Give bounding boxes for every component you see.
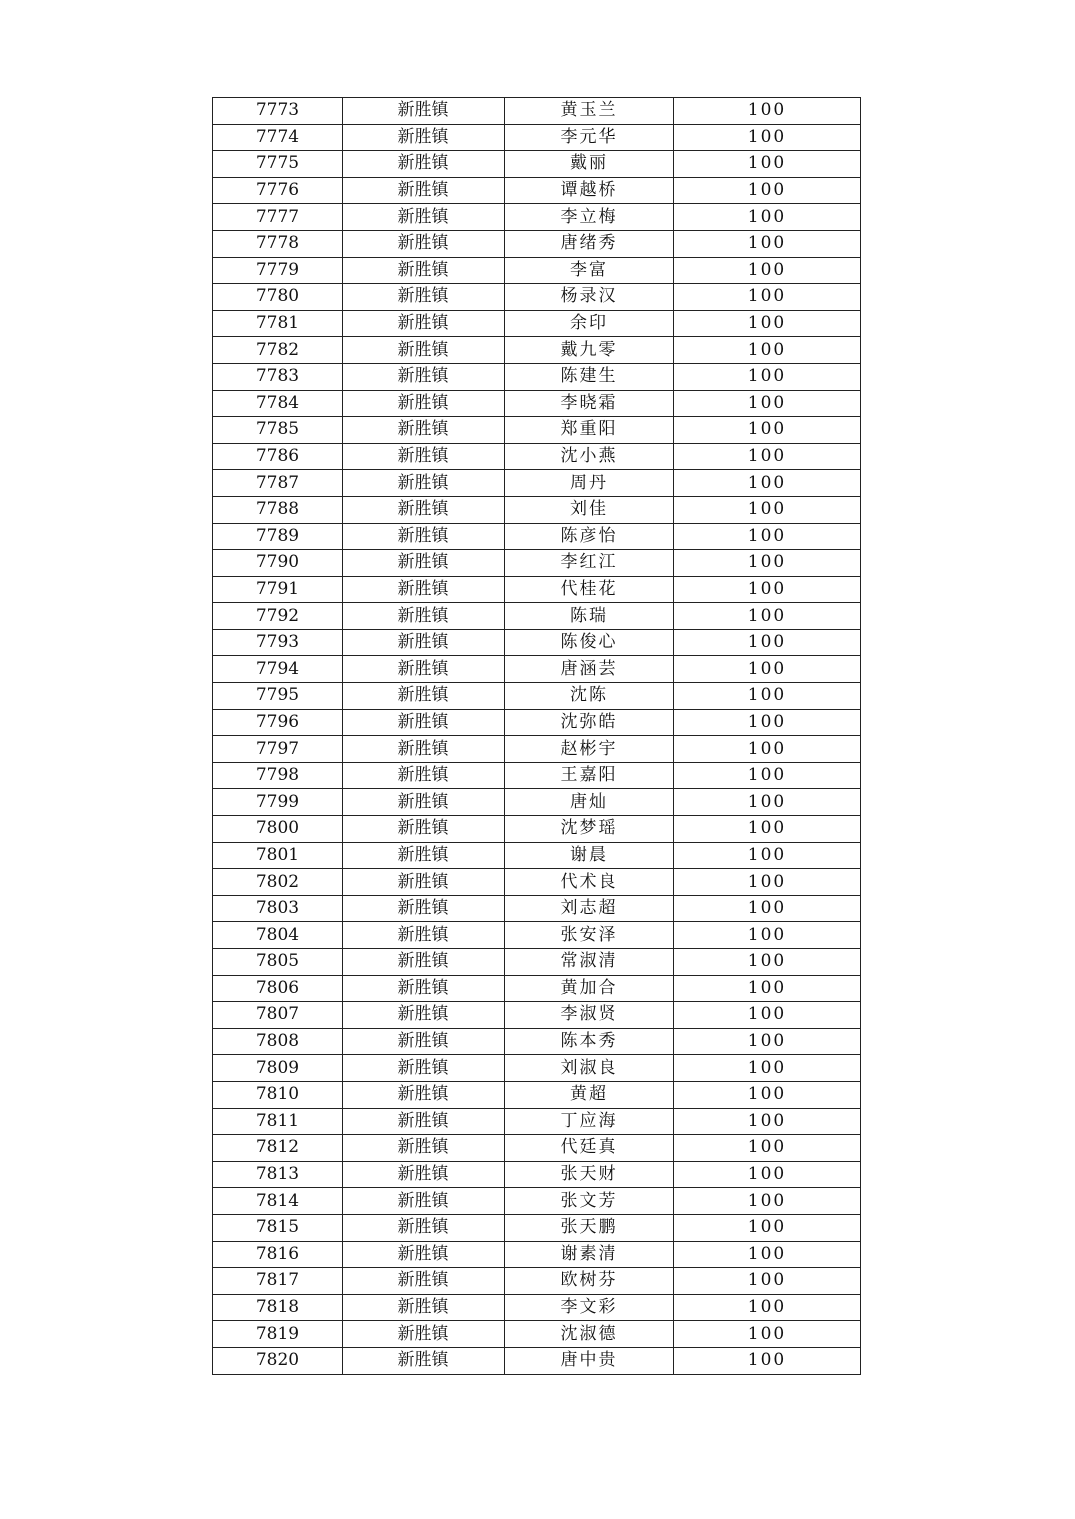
amount-cell: 100	[674, 975, 861, 1002]
table-row	[213, 204, 861, 231]
name-cell: 沈小燕	[505, 443, 674, 470]
town-cell: 新胜镇	[343, 1241, 505, 1268]
table-row	[213, 709, 861, 736]
town-cell: 新胜镇	[343, 1002, 505, 1029]
table-row	[213, 151, 861, 178]
town-cell: 新胜镇	[343, 949, 505, 976]
name-cell: 陈彦怡	[505, 523, 674, 550]
name-cell: 周丹	[505, 470, 674, 497]
row-number-cell: 7778	[213, 230, 343, 257]
name-cell: 王嘉阳	[505, 762, 674, 789]
amount-cell: 100	[674, 1268, 861, 1295]
row-number-cell: 7800	[213, 816, 343, 843]
row-number-cell: 7782	[213, 337, 343, 364]
row-number-cell: 7780	[213, 284, 343, 311]
amount-cell: 100	[674, 204, 861, 231]
row-number-cell: 7787	[213, 470, 343, 497]
name-cell: 唐灿	[505, 789, 674, 816]
name-cell: 唐绪秀	[505, 230, 674, 257]
row-number-cell: 7819	[213, 1321, 343, 1348]
table-row	[213, 869, 861, 896]
table-row	[213, 257, 861, 284]
table-row	[213, 1002, 861, 1029]
row-number-cell: 7791	[213, 576, 343, 603]
table-row	[213, 1081, 861, 1108]
table-row	[213, 656, 861, 683]
name-cell: 陈建生	[505, 363, 674, 390]
name-cell: 代术良	[505, 869, 674, 896]
amount-cell: 100	[674, 177, 861, 204]
town-cell: 新胜镇	[343, 789, 505, 816]
table-row	[213, 816, 861, 843]
row-number-cell: 7779	[213, 257, 343, 284]
name-cell: 沈梦瑶	[505, 816, 674, 843]
row-number-cell: 7792	[213, 603, 343, 630]
row-number-cell: 7811	[213, 1108, 343, 1135]
row-number-cell: 7783	[213, 363, 343, 390]
table-row	[213, 417, 861, 444]
town-cell: 新胜镇	[343, 337, 505, 364]
name-cell: 刘佳	[505, 496, 674, 523]
table-row	[213, 975, 861, 1002]
name-cell: 唐涵芸	[505, 656, 674, 683]
town-cell: 新胜镇	[343, 1161, 505, 1188]
amount-cell: 100	[674, 98, 861, 125]
table-row	[213, 762, 861, 789]
town-cell: 新胜镇	[343, 975, 505, 1002]
town-cell: 新胜镇	[343, 124, 505, 151]
row-number-cell: 7790	[213, 550, 343, 577]
town-cell: 新胜镇	[343, 151, 505, 178]
roster-table-body	[213, 98, 861, 1375]
amount-cell: 100	[674, 124, 861, 151]
town-cell: 新胜镇	[343, 1214, 505, 1241]
name-cell: 常淑清	[505, 949, 674, 976]
amount-cell: 100	[674, 1214, 861, 1241]
town-cell: 新胜镇	[343, 98, 505, 125]
amount-cell: 100	[674, 443, 861, 470]
row-number-cell: 7818	[213, 1294, 343, 1321]
amount-cell: 100	[674, 656, 861, 683]
town-cell: 新胜镇	[343, 1347, 505, 1374]
name-cell: 刘淑良	[505, 1055, 674, 1082]
name-cell: 黄玉兰	[505, 98, 674, 125]
town-cell: 新胜镇	[343, 1321, 505, 1348]
town-cell: 新胜镇	[343, 576, 505, 603]
name-cell: 李文彩	[505, 1294, 674, 1321]
row-number-cell: 7784	[213, 390, 343, 417]
name-cell: 欧树芬	[505, 1268, 674, 1295]
row-number-cell: 7781	[213, 310, 343, 337]
row-number-cell: 7810	[213, 1081, 343, 1108]
amount-cell: 100	[674, 922, 861, 949]
table-row	[213, 1055, 861, 1082]
name-cell: 李富	[505, 257, 674, 284]
amount-cell: 100	[674, 709, 861, 736]
amount-cell: 100	[674, 230, 861, 257]
row-number-cell: 7803	[213, 895, 343, 922]
name-cell: 张安泽	[505, 922, 674, 949]
table-row	[213, 98, 861, 125]
amount-cell: 100	[674, 1028, 861, 1055]
town-cell: 新胜镇	[343, 496, 505, 523]
amount-cell: 100	[674, 1161, 861, 1188]
town-cell: 新胜镇	[343, 736, 505, 763]
name-cell: 黄加合	[505, 975, 674, 1002]
amount-cell: 100	[674, 390, 861, 417]
town-cell: 新胜镇	[343, 443, 505, 470]
town-cell: 新胜镇	[343, 310, 505, 337]
name-cell: 代桂花	[505, 576, 674, 603]
town-cell: 新胜镇	[343, 656, 505, 683]
amount-cell: 100	[674, 789, 861, 816]
row-number-cell: 7816	[213, 1241, 343, 1268]
table-row	[213, 1108, 861, 1135]
amount-cell: 100	[674, 949, 861, 976]
amount-cell: 100	[674, 736, 861, 763]
table-row	[213, 337, 861, 364]
name-cell: 谭越桥	[505, 177, 674, 204]
amount-cell: 100	[674, 470, 861, 497]
name-cell: 唐中贵	[505, 1347, 674, 1374]
town-cell: 新胜镇	[343, 523, 505, 550]
row-number-cell: 7813	[213, 1161, 343, 1188]
town-cell: 新胜镇	[343, 390, 505, 417]
table-row	[213, 1214, 861, 1241]
table-row	[213, 124, 861, 151]
amount-cell: 100	[674, 1055, 861, 1082]
town-cell: 新胜镇	[343, 363, 505, 390]
name-cell: 沈弥皓	[505, 709, 674, 736]
amount-cell: 100	[674, 1081, 861, 1108]
table-row	[213, 177, 861, 204]
table-row	[213, 1347, 861, 1374]
town-cell: 新胜镇	[343, 603, 505, 630]
town-cell: 新胜镇	[343, 230, 505, 257]
row-number-cell: 7773	[213, 98, 343, 125]
name-cell: 李晓霜	[505, 390, 674, 417]
table-row	[213, 895, 861, 922]
row-number-cell: 7799	[213, 789, 343, 816]
table-row	[213, 629, 861, 656]
name-cell: 刘志超	[505, 895, 674, 922]
amount-cell: 100	[674, 1321, 861, 1348]
table-row	[213, 1161, 861, 1188]
town-cell: 新胜镇	[343, 1294, 505, 1321]
table-row	[213, 683, 861, 710]
amount-cell: 100	[674, 363, 861, 390]
town-cell: 新胜镇	[343, 1081, 505, 1108]
table-row	[213, 390, 861, 417]
row-number-cell: 7789	[213, 523, 343, 550]
name-cell: 谢晨	[505, 842, 674, 869]
name-cell: 张文芳	[505, 1188, 674, 1215]
table-row	[213, 496, 861, 523]
table-row	[213, 949, 861, 976]
row-number-cell: 7806	[213, 975, 343, 1002]
table-row	[213, 284, 861, 311]
table-row	[213, 230, 861, 257]
town-cell: 新胜镇	[343, 869, 505, 896]
amount-cell: 100	[674, 1108, 861, 1135]
name-cell: 丁应海	[505, 1108, 674, 1135]
table-row	[213, 789, 861, 816]
town-cell: 新胜镇	[343, 1188, 505, 1215]
town-cell: 新胜镇	[343, 762, 505, 789]
amount-cell: 100	[674, 1135, 861, 1162]
name-cell: 陈瑞	[505, 603, 674, 630]
town-cell: 新胜镇	[343, 177, 505, 204]
row-number-cell: 7775	[213, 151, 343, 178]
row-number-cell: 7796	[213, 709, 343, 736]
amount-cell: 100	[674, 683, 861, 710]
row-number-cell: 7802	[213, 869, 343, 896]
name-cell: 戴九零	[505, 337, 674, 364]
table-row	[213, 1135, 861, 1162]
roster-table	[212, 97, 861, 1375]
town-cell: 新胜镇	[343, 816, 505, 843]
name-cell: 李元华	[505, 124, 674, 151]
town-cell: 新胜镇	[343, 683, 505, 710]
row-number-cell: 7776	[213, 177, 343, 204]
amount-cell: 100	[674, 151, 861, 178]
table-row	[213, 1294, 861, 1321]
row-number-cell: 7801	[213, 842, 343, 869]
table-row	[213, 603, 861, 630]
table-row	[213, 1028, 861, 1055]
amount-cell: 100	[674, 629, 861, 656]
name-cell: 黄超	[505, 1081, 674, 1108]
row-number-cell: 7815	[213, 1214, 343, 1241]
row-number-cell: 7788	[213, 496, 343, 523]
town-cell: 新胜镇	[343, 417, 505, 444]
row-number-cell: 7804	[213, 922, 343, 949]
row-number-cell: 7786	[213, 443, 343, 470]
amount-cell: 100	[674, 762, 861, 789]
table-row	[213, 1268, 861, 1295]
town-cell: 新胜镇	[343, 1135, 505, 1162]
row-number-cell: 7793	[213, 629, 343, 656]
table-row	[213, 1321, 861, 1348]
row-number-cell: 7807	[213, 1002, 343, 1029]
row-number-cell: 7817	[213, 1268, 343, 1295]
amount-cell: 100	[674, 816, 861, 843]
table-row	[213, 1241, 861, 1268]
town-cell: 新胜镇	[343, 1028, 505, 1055]
amount-cell: 100	[674, 257, 861, 284]
row-number-cell: 7820	[213, 1347, 343, 1374]
amount-cell: 100	[674, 1241, 861, 1268]
amount-cell: 100	[674, 869, 861, 896]
table-row	[213, 842, 861, 869]
amount-cell: 100	[674, 417, 861, 444]
amount-cell: 100	[674, 895, 861, 922]
town-cell: 新胜镇	[343, 709, 505, 736]
table-row	[213, 1188, 861, 1215]
town-cell: 新胜镇	[343, 629, 505, 656]
town-cell: 新胜镇	[343, 1055, 505, 1082]
amount-cell: 100	[674, 576, 861, 603]
row-number-cell: 7795	[213, 683, 343, 710]
row-number-cell: 7777	[213, 204, 343, 231]
row-number-cell: 7805	[213, 949, 343, 976]
table-row	[213, 736, 861, 763]
table-row	[213, 576, 861, 603]
town-cell: 新胜镇	[343, 470, 505, 497]
name-cell: 赵彬宇	[505, 736, 674, 763]
table-row	[213, 363, 861, 390]
amount-cell: 100	[674, 1294, 861, 1321]
amount-cell: 100	[674, 310, 861, 337]
amount-cell: 100	[674, 603, 861, 630]
name-cell: 陈俊心	[505, 629, 674, 656]
row-number-cell: 7797	[213, 736, 343, 763]
town-cell: 新胜镇	[343, 922, 505, 949]
name-cell: 谢素清	[505, 1241, 674, 1268]
name-cell: 郑重阳	[505, 417, 674, 444]
town-cell: 新胜镇	[343, 204, 505, 231]
amount-cell: 100	[674, 523, 861, 550]
name-cell: 张天财	[505, 1161, 674, 1188]
table-row	[213, 922, 861, 949]
amount-cell: 100	[674, 1188, 861, 1215]
name-cell: 代廷真	[505, 1135, 674, 1162]
name-cell: 陈本秀	[505, 1028, 674, 1055]
name-cell: 杨录汉	[505, 284, 674, 311]
town-cell: 新胜镇	[343, 1268, 505, 1295]
town-cell: 新胜镇	[343, 284, 505, 311]
row-number-cell: 7774	[213, 124, 343, 151]
name-cell: 李淑贤	[505, 1002, 674, 1029]
town-cell: 新胜镇	[343, 842, 505, 869]
row-number-cell: 7808	[213, 1028, 343, 1055]
amount-cell: 100	[674, 1002, 861, 1029]
name-cell: 李立梅	[505, 204, 674, 231]
amount-cell: 100	[674, 550, 861, 577]
town-cell: 新胜镇	[343, 1108, 505, 1135]
row-number-cell: 7812	[213, 1135, 343, 1162]
name-cell: 张天鹏	[505, 1214, 674, 1241]
name-cell: 戴丽	[505, 151, 674, 178]
town-cell: 新胜镇	[343, 550, 505, 577]
row-number-cell: 7798	[213, 762, 343, 789]
row-number-cell: 7794	[213, 656, 343, 683]
row-number-cell: 7785	[213, 417, 343, 444]
table-row	[213, 470, 861, 497]
name-cell: 沈陈	[505, 683, 674, 710]
amount-cell: 100	[674, 496, 861, 523]
name-cell: 余印	[505, 310, 674, 337]
town-cell: 新胜镇	[343, 257, 505, 284]
amount-cell: 100	[674, 284, 861, 311]
amount-cell: 100	[674, 337, 861, 364]
table-row	[213, 523, 861, 550]
name-cell: 沈淑德	[505, 1321, 674, 1348]
amount-cell: 100	[674, 842, 861, 869]
row-number-cell: 7814	[213, 1188, 343, 1215]
town-cell: 新胜镇	[343, 895, 505, 922]
table-row	[213, 550, 861, 577]
table-row	[213, 443, 861, 470]
amount-cell: 100	[674, 1347, 861, 1374]
name-cell: 李红江	[505, 550, 674, 577]
table-row	[213, 310, 861, 337]
row-number-cell: 7809	[213, 1055, 343, 1082]
